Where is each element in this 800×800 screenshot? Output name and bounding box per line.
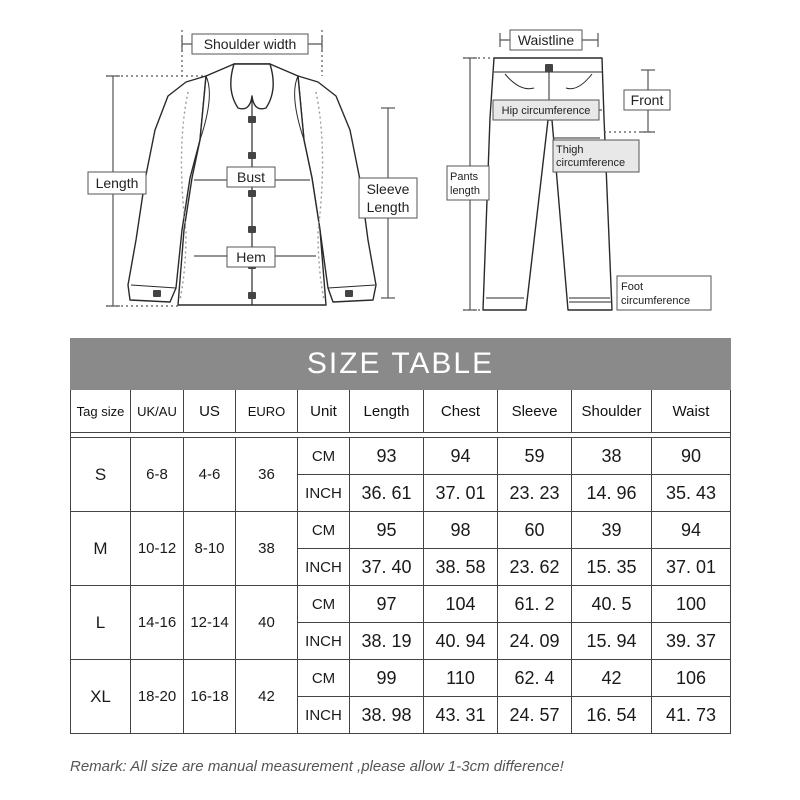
euro-cell: 38	[236, 512, 298, 586]
table-row-m-cm	[71, 512, 731, 549]
sleeve-cell: 24. 57	[498, 697, 572, 734]
header-row	[71, 390, 731, 433]
header-us: US	[184, 390, 236, 433]
svg-text:Hip circumference: Hip circumference	[501, 105, 591, 117]
unit-cell: INCH	[298, 697, 350, 734]
shoulder-cell: 40. 5	[572, 586, 652, 623]
waist-cell: 94	[652, 512, 731, 549]
header-shoulder: Shoulder	[572, 390, 652, 433]
length-cell: 99	[350, 660, 424, 697]
sleeve-cell: 60	[498, 512, 572, 549]
svg-text:Length: Length	[366, 199, 410, 215]
uk-au-cell: 18-20	[131, 660, 184, 734]
svg-text:Shoulder width: Shoulder width	[203, 36, 297, 52]
chest-cell: 98	[424, 512, 498, 549]
uk-au-cell: 14-16	[131, 586, 184, 660]
unit-cell: INCH	[298, 623, 350, 660]
sleeve-cell: 24. 09	[498, 623, 572, 660]
shoulder-cell: 16. 54	[572, 697, 652, 734]
header-sleeve: Sleeve	[498, 390, 572, 433]
shoulder-cell: 15. 35	[572, 549, 652, 586]
waist-cell: 90	[652, 438, 731, 475]
svg-text:circumference: circumference	[621, 295, 691, 307]
header-euro: EURO	[236, 390, 298, 433]
svg-text:Hem: Hem	[236, 249, 266, 265]
hem-label	[227, 247, 275, 267]
shoulder-cell: 15. 94	[572, 623, 652, 660]
header-length: Length	[350, 390, 424, 433]
unit-cell: INCH	[298, 475, 350, 512]
table-title: SIZE TABLE	[71, 339, 731, 390]
chest-cell: 40. 94	[424, 623, 498, 660]
svg-text:length: length	[450, 185, 480, 197]
sleeve-length-label	[359, 178, 417, 218]
chest-cell: 37. 01	[424, 475, 498, 512]
shoulder-cell: 42	[572, 660, 652, 697]
unit-cell: INCH	[298, 549, 350, 586]
us-cell: 12-14	[184, 586, 236, 660]
shoulder-cell: 39	[572, 512, 652, 549]
sleeve-cell: 23. 23	[498, 475, 572, 512]
uk-au-cell: 6-8	[131, 438, 184, 512]
uk-au-cell: 10-12	[131, 512, 184, 586]
chest-cell: 94	[424, 438, 498, 475]
table-row-s-cm	[71, 438, 731, 475]
svg-text:Foot: Foot	[621, 281, 644, 293]
measurement-diagram	[0, 0, 800, 330]
euro-cell: 36	[236, 438, 298, 512]
header-unit: Unit	[298, 390, 350, 433]
us-cell: 4-6	[184, 438, 236, 512]
chest-cell: 38. 58	[424, 549, 498, 586]
length-cell: 97	[350, 586, 424, 623]
tag-size-cell: XL	[71, 660, 131, 734]
tag-size-cell: S	[71, 438, 131, 512]
unit-cell: CM	[298, 438, 350, 475]
shoulder-cell: 38	[572, 438, 652, 475]
euro-cell: 42	[236, 660, 298, 734]
hip-circumference-label	[493, 100, 599, 120]
svg-text:Thigh: Thigh	[556, 144, 584, 156]
thigh-circumference-label	[553, 140, 639, 172]
euro-cell: 40	[236, 586, 298, 660]
front-label	[624, 90, 670, 110]
size-table	[70, 338, 731, 734]
foot-circumference-label	[617, 276, 711, 310]
length-cell: 36. 61	[350, 475, 424, 512]
shoulder-width-label	[192, 34, 308, 54]
header-chest: Chest	[424, 390, 498, 433]
us-cell: 8-10	[184, 512, 236, 586]
length-cell: 37. 40	[350, 549, 424, 586]
length-cell: 38. 19	[350, 623, 424, 660]
waistline-label	[510, 30, 582, 50]
shoulder-cell: 14. 96	[572, 475, 652, 512]
unit-cell: CM	[298, 512, 350, 549]
sleeve-cell: 61. 2	[498, 586, 572, 623]
sleeve-cell: 62. 4	[498, 660, 572, 697]
header-tag-size: Tag size	[71, 390, 131, 433]
length-cell: 95	[350, 512, 424, 549]
length-cell: 93	[350, 438, 424, 475]
header-waist: Waist	[652, 390, 731, 433]
svg-text:Sleeve: Sleeve	[366, 181, 410, 197]
svg-text:Length: Length	[95, 175, 139, 191]
waist-cell: 106	[652, 660, 731, 697]
table-row-xl-cm	[71, 660, 731, 697]
svg-text:Pants: Pants	[450, 171, 479, 183]
chest-cell: 104	[424, 586, 498, 623]
tag-size-cell: L	[71, 586, 131, 660]
bust-label	[227, 167, 275, 187]
waist-cell: 37. 01	[652, 549, 731, 586]
us-cell: 16-18	[184, 660, 236, 734]
sleeve-cell: 59	[498, 438, 572, 475]
remark-text: Remark: All size are manual measurement ,please allow 1-3cm difference!	[70, 758, 564, 775]
waist-cell: 100	[652, 586, 731, 623]
svg-text:circumference: circumference	[556, 157, 626, 169]
waist-cell: 39. 37	[652, 623, 731, 660]
svg-text:Waistline: Waistline	[517, 32, 575, 48]
table-row-l-cm	[71, 586, 731, 623]
waist-cell: 41. 73	[652, 697, 731, 734]
chest-cell: 110	[424, 660, 498, 697]
length-cell: 38. 98	[350, 697, 424, 734]
svg-text:Front: Front	[630, 92, 664, 108]
tag-size-cell: M	[71, 512, 131, 586]
header-uk-au: UK/AU	[131, 390, 184, 433]
pants-length-label	[447, 166, 489, 200]
pants-illustration	[483, 58, 612, 310]
sleeve-cell: 23. 62	[498, 549, 572, 586]
length-label	[88, 172, 146, 194]
svg-text:Bust: Bust	[236, 169, 266, 185]
unit-cell: CM	[298, 660, 350, 697]
waist-cell: 35. 43	[652, 475, 731, 512]
unit-cell: CM	[298, 586, 350, 623]
chest-cell: 43. 31	[424, 697, 498, 734]
